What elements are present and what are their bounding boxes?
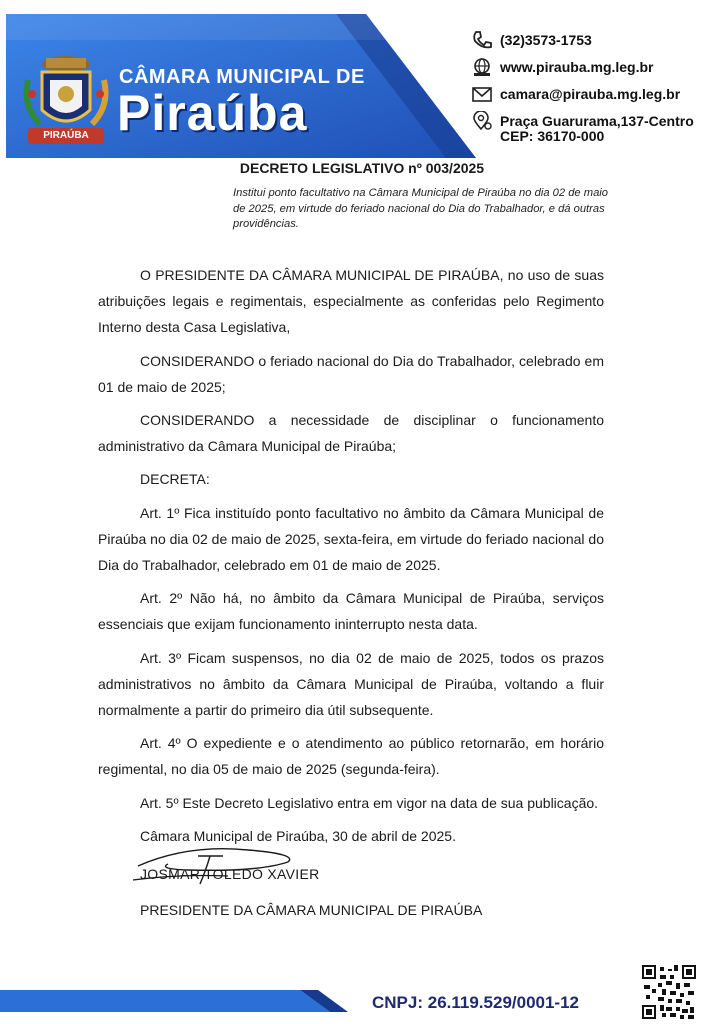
address-text: Praça Guarurama,137-Centro: [500, 112, 694, 129]
email-link[interactable]: camara@pirauba.mg.leg.br: [500, 85, 681, 102]
article-1: Art. 1º Fica instituído ponto facultativo no âmbito da Câmara Municipal de Piraúba no dia 02 de maio de 2025, sexta-feira, em virtude do feriado nacional do Dia do Trabalhador, celebrado em 01 de maio de 2025.: [98, 504, 604, 574]
header-banner: [6, 14, 476, 158]
contact-email: [470, 80, 720, 107]
decree-title: DECRETO LEGISLATIVO nº 003/2025: [239, 160, 485, 176]
institution-title: CÂMARA MUNICIPAL DE: [119, 66, 365, 88]
contact-phone: [470, 26, 720, 53]
contact-block: [470, 26, 720, 144]
contact-website: [470, 53, 720, 80]
handwritten-signature: [128, 836, 318, 892]
article-4: Art. 4º O expediente e o atendimento ao público retornarão, em horário regimental, no dia 05 de maio de 2025 (segunda-feira).: [98, 735, 604, 778]
cnpj: [372, 993, 579, 1013]
cnpj-value: 26.119.529/0001-12: [427, 993, 580, 1012]
decree-summary: Institui ponto facultativo na Câmara Municipal de Piraúba no dia 02 de maio de 2025, em virtude do feriado nacional do Dia do Trabalhador, e dá outras providências.: [233, 187, 609, 230]
phone-icon: [470, 30, 494, 50]
considering-paragraph-1: CONSIDERANDO o feriado nacional do Dia do Trabalhador, celebrado em 01 de maio de 2025;: [98, 352, 604, 395]
coat-of-arms: [20, 50, 112, 150]
article-2: Art. 2º Não há, no âmbito da Câmara Municipal de Piraúba, serviços essenciais que exijam funcionamento ininterrupto nesta data.: [98, 590, 604, 633]
qr-code[interactable]: [640, 963, 698, 1021]
footer-bar: [0, 986, 360, 1012]
cnpj-label: CNPJ:: [372, 993, 424, 1012]
considering-paragraph-2: CONSIDERANDO a necessidade de disciplinar o funcionamento administrativo da Câmara Municipal de Piraúba;: [98, 412, 604, 455]
preamble-paragraph: O PRESIDENTE DA CÂMARA MUNICIPAL DE PIRAÚBA, no uso de suas atribuições legais e regimentais, especialmente as conferidas pelo Regimento Interno desta Casa Legislativa,: [98, 267, 604, 336]
mail-icon: [470, 84, 494, 104]
website-link[interactable]: www.pirauba.mg.leg.br: [500, 58, 654, 75]
location-icon: [470, 111, 494, 131]
decree-body: [98, 262, 604, 823]
phone-number[interactable]: (32)3573-1753: [500, 31, 592, 48]
article-3: Art. 3º Ficam suspensos, no dia 02 de maio de 2025, todos os prazos administrativos no âmbito da Câmara Municipal de Piraúba, voltando a fluir normalmente a partir do primeiro dia útil subsequente.: [98, 649, 604, 719]
decrees-heading: DECRETA:: [140, 471, 210, 488]
city-title: Piraúba: [117, 85, 308, 141]
crest-label: PIRAÚBA: [43, 130, 89, 141]
globe-icon: [470, 57, 494, 77]
article-5: Art. 5º Este Decreto Legislativo entra em vigor na data de sua publicação.: [140, 794, 599, 811]
signer-name: JOSMAR TOLEDO XAVIER: [140, 866, 320, 882]
cep-text: CEP: 36170-000: [500, 128, 605, 144]
place-and-date: Câmara Municipal de Piraúba, 30 de abril de 2025.: [140, 828, 456, 844]
signer-role: PRESIDENTE DA CÂMARA MUNICIPAL DE PIRAÚBA: [140, 902, 483, 918]
